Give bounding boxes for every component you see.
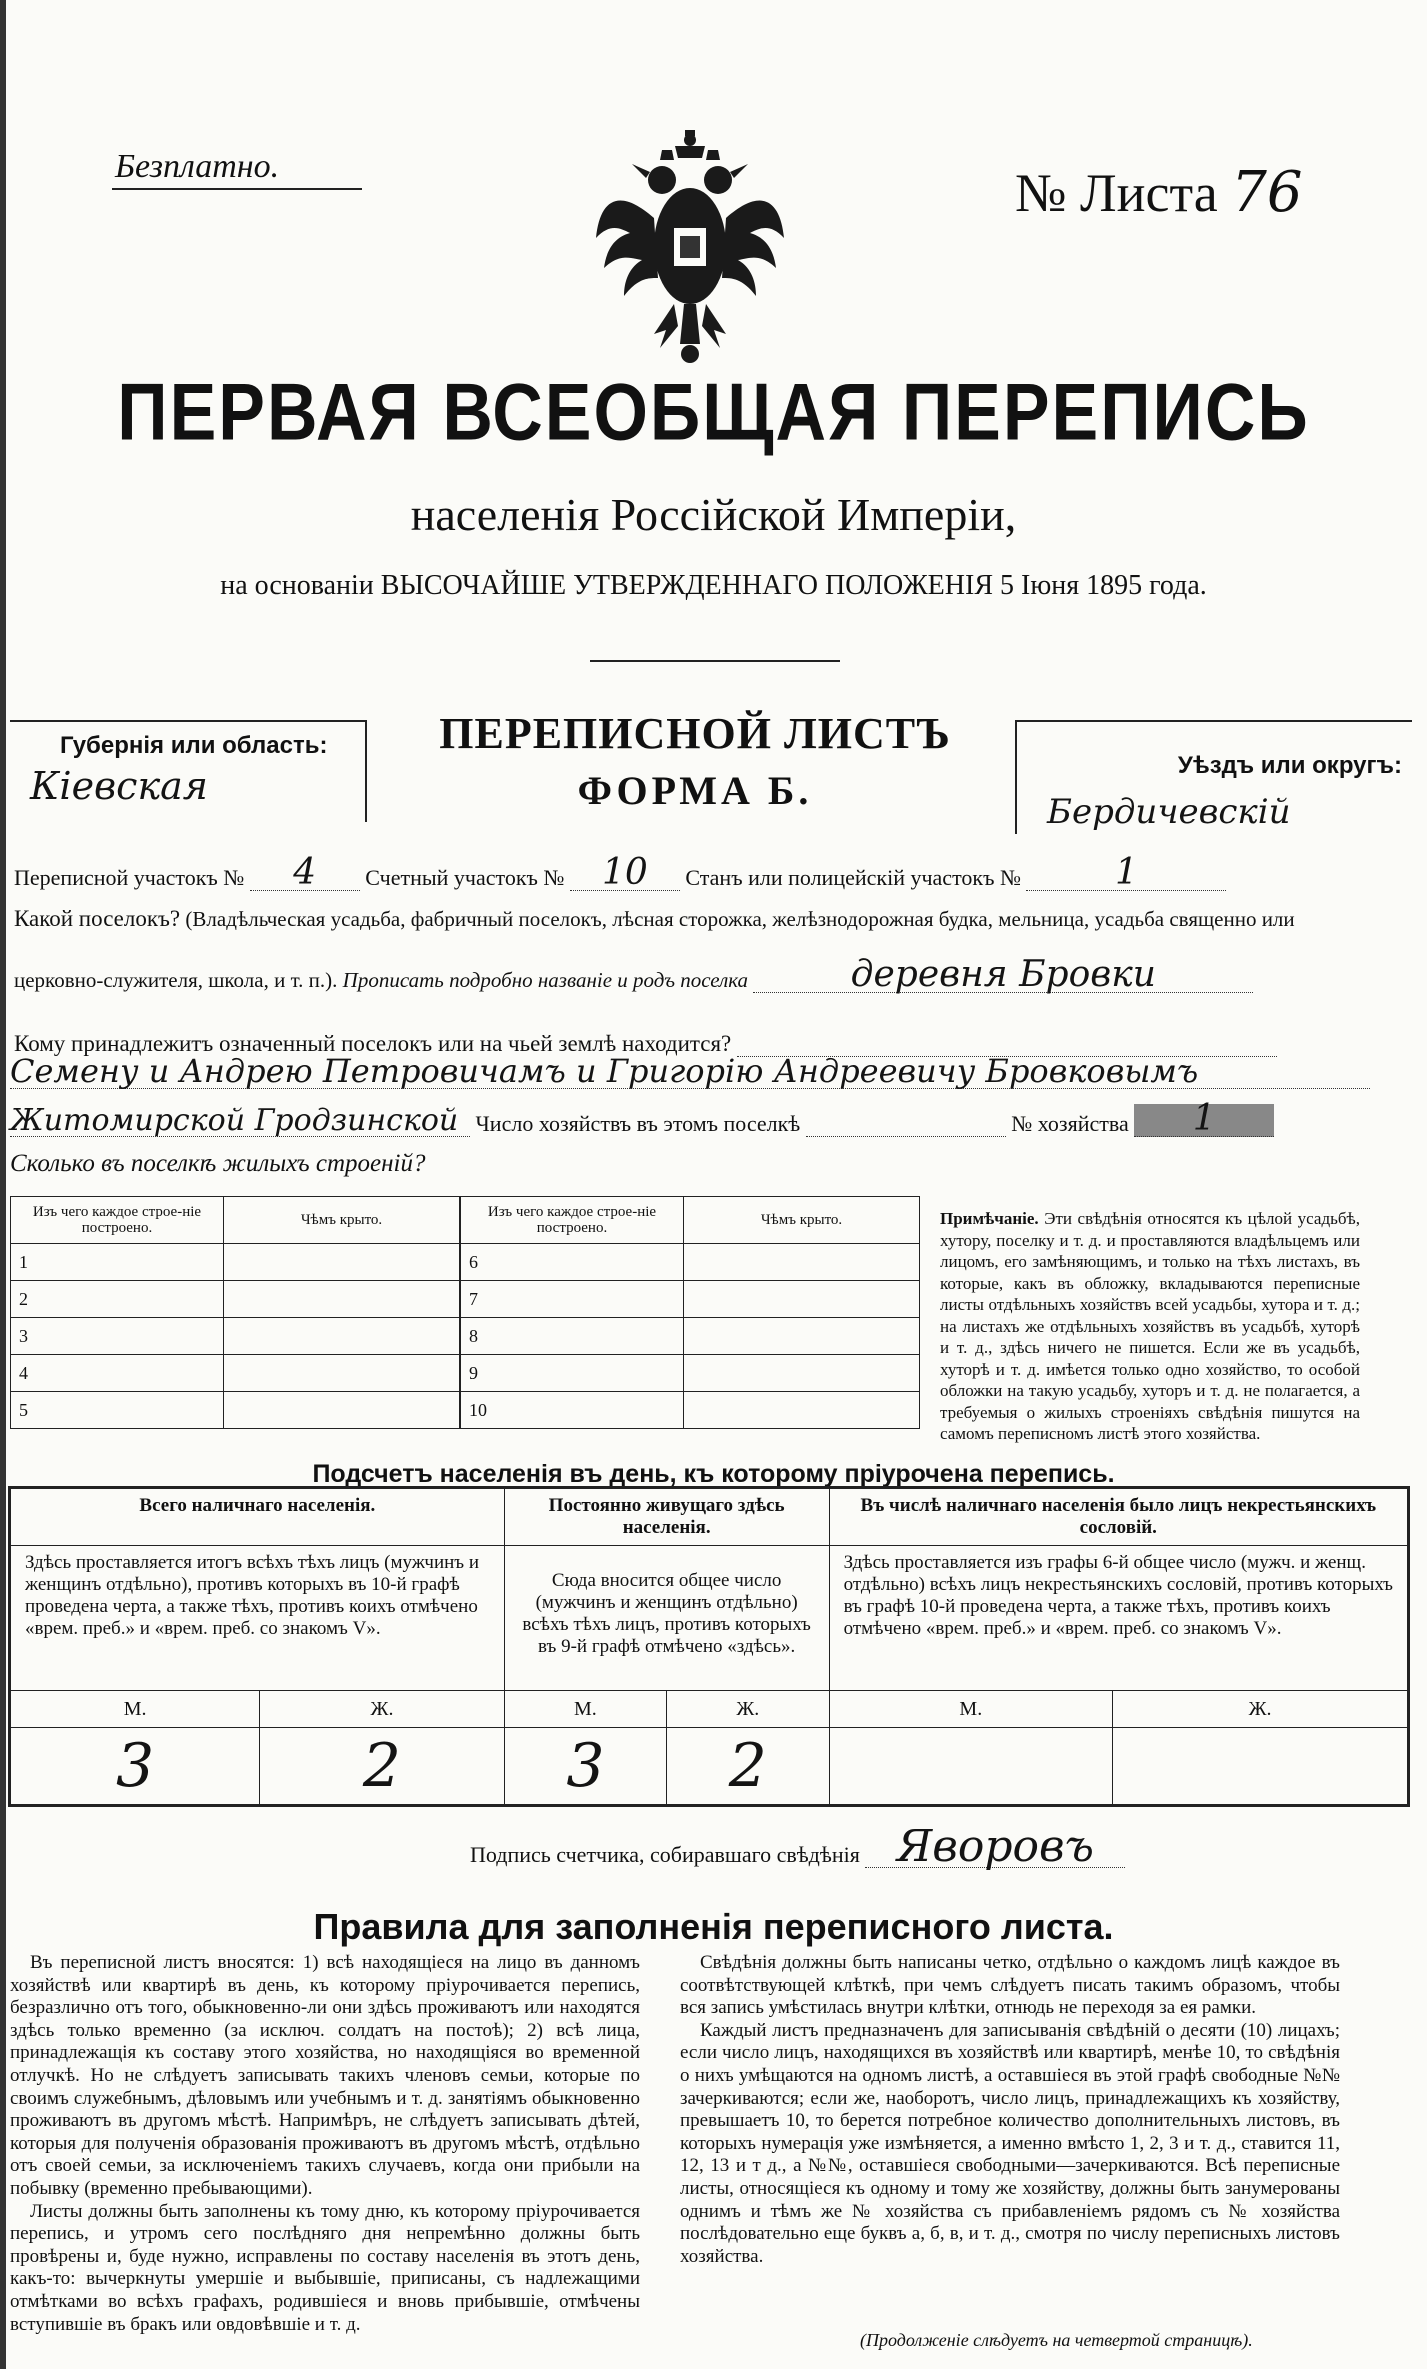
province-label: Губернія или область:	[60, 732, 328, 759]
signature-line	[470, 1821, 1125, 1872]
households-label: Число хозяйствъ въ этомъ поселкѣ	[475, 1111, 801, 1136]
form-heading	[370, 708, 1020, 814]
count-section-label: Счетный участокъ №	[365, 865, 565, 890]
settlement-hint-1: (Владѣльческая усадьба, фабричный поселокъ, лѣсная сторожка, желѣзнодорожная будка, мельница, усадьба священно или	[185, 907, 1295, 931]
settlement-field[interactable]	[753, 954, 1253, 995]
nonpeasant-m-label: М.	[829, 1691, 1113, 1728]
roof-cell[interactable]	[224, 1355, 460, 1392]
rules-right-paragraph-2: Каждый листъ предназначенъ для записыванія свѣдѣній о десяти (10) лицахъ; если число лицъ, находящихся въ хозяйствѣ или квартирѣ, менѣе 10, то свѣдѣнія о нихъ умѣщаются на одномъ листѣ, а оставшіеся въ этой графѣ свободные №№ зачеркиваются; если же, наоборотъ, число лицъ, принадлежащихъ къ хозяйству, превышаетъ 10, то берется потребное количество дополнительныхъ листовъ, въ которыхъ нумерація уже измѣняется, а именно вмѣсто 1, 2, 3 и т. д., ставится 11, 12, 13 и т д., а №№, оставшіеся свободными—зачеркиваются. Всѣ переписные листы, относящіеся къ одному и тому же хозяйству, должны быть занумерованы однимъ и тѣмъ же № хозяйства съ прибавленіемъ рядомъ съ № хозяйства послѣдовательно еще буквъ а, б, в, и т. д., смотря по числу переписныхъ листовъ хозяйства.	[680, 2019, 1340, 2267]
total-m-label: М.	[10, 1691, 260, 1728]
row-number: 6	[461, 1244, 684, 1281]
owner-value-line-1	[10, 1052, 1370, 1090]
row-number: 4	[11, 1355, 224, 1392]
permanent-f-label: Ж.	[667, 1691, 829, 1728]
nonpeasant-f-label: Ж.	[1113, 1691, 1409, 1728]
permanent-population-desc: Сюда вносится общее число (мужчинъ и женщинъ отдѣльно) всѣхъ тѣхъ лицъ, противъ которыхъ въ 9-й графѣ отмѣчено «здѣсь».	[504, 1546, 829, 1691]
table-row	[11, 1281, 460, 1318]
continued-note: (Продолженіе слѣдуетъ на четвертой страницѣ).	[860, 2330, 1253, 2350]
settlement-line-1	[14, 906, 1295, 932]
main-title: ПЕРВАЯ ВСЕОБЩАЯ ПЕРЕПИСЬ	[117, 367, 1310, 457]
count-section-value: 10	[601, 852, 648, 893]
col-roof: Чѣмъ крыто.	[684, 1197, 920, 1244]
district-value: Бердичевскій	[1047, 792, 1291, 832]
rules-left-column	[10, 1952, 640, 2336]
households-field[interactable]	[806, 1136, 1006, 1137]
count-section-field[interactable]	[570, 852, 680, 893]
settlement-hint-2: церковно-служителя, школа, и т. п.).	[14, 968, 338, 992]
note-text: Эти свѣдѣнія относятся къ цѣлой усадьбѣ, хутору, поселку и т. д. и проставляются владѣльцемъ или лицомъ, его замѣняющимъ, и только на тѣхъ листахъ, въ которые, какъ въ обложку, вкладываются переписные листы отдѣльныхъ хозяйствъ всей усадьбы, хутора и т. д.; на листахъ же отдѣльныхъ хозяйствъ въ усадьбѣ, хуторѣ и т. д., здѣсь ничего не пишется. Если же въ усадьбѣ, хуторѣ и т. д. имѣется только одно хозяйство, то особой обложки на такую усадьбу, хуторъ и т. д. не полагается, а требуемыя о жилыхъ строеніяхъ свѣдѣнія пишутся на самомъ переписномъ листѣ этого хозяйства.	[940, 1209, 1360, 1443]
roof-cell[interactable]	[684, 1392, 920, 1429]
row-number: 8	[461, 1318, 684, 1355]
stan-value: 1	[1115, 852, 1138, 893]
roof-cell[interactable]	[224, 1281, 460, 1318]
sheet-title: ПЕРЕПИСНОЙ ЛИСТЪ	[439, 709, 951, 758]
row-number: 3	[11, 1318, 224, 1355]
owner-question: Кому принадлежитъ означенный поселокъ или на чьей землѣ находится?	[14, 1031, 732, 1056]
owner-value-1: Семену и Андрею Петровичамъ и Григорію Андреевичу Бровковымъ	[10, 1052, 1199, 1090]
sheet-number-value: 76	[1231, 160, 1303, 225]
signature-label: Подпись счетчика, собиравшаго свѣдѣнія	[470, 1842, 860, 1867]
census-section-field[interactable]	[250, 852, 360, 893]
household-no-value: 1	[1192, 1098, 1216, 1139]
stan-label: Станъ или полицейскій участокъ №	[685, 865, 1021, 890]
census-section-value: 4	[293, 852, 317, 893]
population-table	[8, 1486, 1410, 1807]
divider	[590, 660, 840, 662]
table-row	[461, 1244, 920, 1281]
permanent-population-head: Постоянно живущаго здѣсь населенія.	[504, 1488, 829, 1546]
rules-left-paragraph-1: Въ переписной листъ вносятся: 1) всѣ находящіеся на лицо въ данномъ хозяйствѣ или квартирѣ въ день, къ которому пріурочивается перепись, безразлично отъ того, обыкновенно-ли они здѣсь проживаютъ или находятся здѣсь только временно (за исключ. солдатъ на постоѣ); 2) всѣ лица, принадлежащія къ составу этого хозяйства, но находящіяся во временной отлучкѣ. Но не слѣдуетъ записывать такихъ членовъ семьи, которые по своимъ служебнымъ, дѣловымъ или учебнымъ и т. д. занятіямъ обыкновенно проживаютъ въ другомъ мѣстѣ. Напримѣръ, не слѣдуетъ записывать дѣтей, которыя для полученія образованія проживаютъ въ другомъ мѣстѣ, отдѣльно отъ своей семьи, за исключеніемъ такихъ случаевъ, когда они прибыли на побывку (временно пребывающими).	[10, 1952, 640, 2199]
table-row	[11, 1355, 460, 1392]
buildings-question: Сколько въ поселкѣ жилыхъ строеній?	[10, 1150, 426, 1177]
col-material: Изъ чего каждое строе-ніе построено.	[461, 1197, 684, 1244]
scan-edge	[0, 0, 6, 2369]
owner-field-2[interactable]	[10, 1103, 470, 1138]
free-label: Безплатно.	[115, 148, 280, 185]
table-row	[11, 1392, 460, 1429]
rules-title: Правила для заполненія переписного листа.	[313, 1906, 1114, 1947]
buildings-table-right	[460, 1196, 920, 1429]
household-no-label: № хозяйства	[1011, 1111, 1129, 1136]
rules-right-column	[680, 1952, 1340, 2268]
census-section-label: Переписной участокъ №	[14, 865, 245, 890]
roof-cell[interactable]	[684, 1355, 920, 1392]
total-m-value[interactable]: 3	[10, 1728, 260, 1806]
settlement-value: деревня Бровки	[850, 954, 1156, 995]
owner-field-1[interactable]	[10, 1052, 1370, 1090]
signature-field[interactable]	[865, 1821, 1125, 1872]
row-number: 7	[461, 1281, 684, 1318]
province-value: Кіевская	[30, 764, 208, 808]
total-f-value[interactable]: 2	[260, 1728, 504, 1806]
sections-line	[14, 852, 1226, 893]
legal-basis: на основаніи ВЫСОЧАЙШЕ УТВЕРЖДЕННАГО ПОЛОЖЕНІЯ 5 Іюня 1895 года.	[220, 570, 1207, 601]
table-row	[11, 1318, 460, 1355]
households-line	[10, 1098, 1274, 1139]
double-headed-eagle-emblem-icon	[590, 128, 790, 368]
roof-cell[interactable]	[684, 1281, 920, 1318]
province-box	[10, 720, 367, 822]
col-material: Изъ чего каждое строе-ніе построено.	[11, 1197, 224, 1244]
table-row	[461, 1392, 920, 1429]
row-number: 10	[461, 1392, 684, 1429]
nonpeasant-f-value[interactable]	[1113, 1728, 1409, 1806]
settlement-line-2	[14, 954, 1253, 995]
note	[940, 1208, 1360, 1445]
owner-value-2: Житомирской Гродзинской	[10, 1103, 459, 1138]
row-number: 9	[461, 1355, 684, 1392]
note-label: Примѣчаніе.	[940, 1209, 1039, 1228]
row-number: 5	[11, 1392, 224, 1429]
nonpeasant-population-desc: Здѣсь проставляется изъ графы 6-й общее число (мужч. и женщ. отдѣльно) всѣхъ лицъ некрестьянскихъ сословій, противъ которыхъ въ графѣ 10-й проведена черта, а также тѣхъ, противъ коихъ отмѣчено «врем. преб.» и «врем. преб. со знакомъ V».	[829, 1546, 1408, 1691]
household-no-field[interactable]	[1134, 1098, 1274, 1139]
roof-cell[interactable]	[224, 1392, 460, 1429]
sheet-number-label: № Листа	[1015, 163, 1218, 223]
rules-left-paragraph-2: Листы должны быть заполнены къ тому дню, къ которому пріурочивается перепись, и утромъ сего послѣдняго дня непремѣнно должны быть провѣрены и, буде нужно, исправлены по составу населенія въ этотъ день, какъ-то: вычеркнуты умершіе и выбывшіе, приписаны, съ надлежащими отмѣтками во всѣхъ графахъ, родившіеся и вновь прибывшіе, отмѣчены вступившіе въ бракъ или овдовѣвшіе и т. д.	[10, 2200, 640, 2335]
sheet-number	[1015, 160, 1303, 225]
nonpeasant-population-head: Въ числѣ наличнаго населенія было лицъ некрестьянскихъ сословій.	[829, 1488, 1408, 1546]
settlement-question: Какой поселокъ?	[14, 906, 181, 931]
roof-cell[interactable]	[684, 1318, 920, 1355]
permanent-m-label: М.	[504, 1691, 666, 1728]
row-number: 2	[11, 1281, 224, 1318]
permanent-f-value[interactable]: 2	[667, 1728, 829, 1806]
table-row	[461, 1318, 920, 1355]
subtitle: населенія Россійской Имперіи,	[410, 489, 1017, 540]
free-underline	[112, 188, 362, 190]
signature-value: Яворовъ	[896, 1821, 1094, 1872]
nonpeasant-m-value[interactable]	[829, 1728, 1113, 1806]
roof-cell[interactable]	[224, 1318, 460, 1355]
total-population-head: Всего наличнаго населенія.	[10, 1488, 505, 1546]
col-roof: Чѣмъ крыто.	[224, 1197, 460, 1244]
buildings-table-left	[10, 1196, 460, 1429]
rules-right-paragraph-1: Свѣдѣнія должны быть написаны четко, отдѣльно о каждомъ лицѣ каждое въ соотвѣтствующей клѣткѣ, при чемъ слѣдуетъ писать такимъ образомъ, чтобы вся запись умѣстилась внутри клѣтки, отнюдь не переходя за ея рамки.	[680, 1952, 1340, 2019]
table-row	[11, 1244, 460, 1281]
district-label: Уѣздъ или округъ:	[1177, 752, 1402, 779]
population-section-title: Подсчетъ населенія въ день, къ которому пріурочена перепись.	[312, 1460, 1115, 1488]
permanent-m-value[interactable]: 3	[504, 1728, 666, 1806]
district-box	[1015, 720, 1412, 834]
roof-cell[interactable]	[684, 1244, 920, 1281]
settlement-hint-3: Прописать подробно названіе и родъ поселка	[342, 968, 749, 992]
stan-field[interactable]	[1026, 852, 1226, 893]
total-population-desc: Здѣсь проставляется итогъ всѣхъ тѣхъ лицъ (мужчинъ и женщинъ отдѣльно), противъ которыхъ въ 10-й графѣ проведена черта, а также тѣхъ, противъ коихъ отмѣчено «врем. преб.» и «врем. преб. со знакомъ V».	[10, 1546, 505, 1691]
row-number: 1	[11, 1244, 224, 1281]
table-row	[461, 1355, 920, 1392]
table-row	[461, 1281, 920, 1318]
total-f-label: Ж.	[260, 1691, 504, 1728]
form-title: ФОРМА Б.	[577, 768, 813, 813]
roof-cell[interactable]	[224, 1244, 460, 1281]
